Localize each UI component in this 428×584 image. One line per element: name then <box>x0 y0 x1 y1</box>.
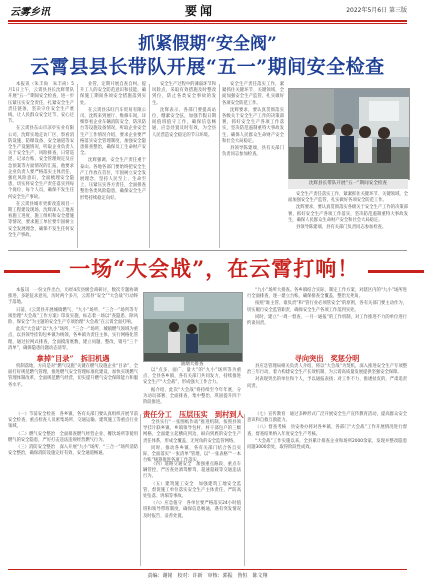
paragraph: 业管，定期开展自查自纠，提升工人的安全防范意识和技能，确保施工期间各项安全措施落到实处。 <box>80 82 146 106</box>
paragraph: 沈辉要求，要认真贯彻落实各级关于安全生产工作的决策部署，抓好安全生产各项工作落实，坚决防范遏制重特大事故发生，确保人民群众生命财产安全和社会大局稳定。 <box>222 107 284 144</box>
paragraph: “大会战”工作实施以来，全县累计排查企业和场所2000余家，发现并整改隐患问题3000余处，取得阶段性成效。 <box>247 438 407 451</box>
paragraph: 机制落地，方向是对“燃气设施”关键在燃气设施企业“目录”，全面打好规范燃气管理，推进燃气安全管理标准化建设，加快实现燃气管理体制改革，全面规范燃气经营，切实提升燃气安全保障能力和服务水平。 <box>8 364 138 388</box>
story2-right-column <box>247 288 407 352</box>
paragraph: （三）消防安全整治 深入开展“九小”场所、“三合一”场所消防安全整治，确保消防设施完好有效，安全通道畅通。 <box>8 445 138 457</box>
paragraph: 安全生产责任落实工作，紧紧抓住关键环节、关键领域，全面加强安全生产监管，扎实做好各项安全防范工作。 <box>288 192 408 204</box>
story2-subhead-b-body <box>143 420 241 464</box>
story-divider <box>8 250 407 251</box>
story1-column-2 <box>80 82 146 250</box>
paragraph: 县领导陈建端、县有关部门负责同志参加检查。 <box>296 225 387 231</box>
paragraph: 日前，《云霄县开展城镇燃气、“九小”场所、“三合一”场所等专项治理“大会战”工作方案》印发实施，标志着一场以“查隐患、除风险、保安全”为主题的安全生产专项治理“大会战”在云霄全面打响。 <box>8 307 138 326</box>
paragraph: 全县实行“一张图纸作战”推进机制，按照县领导挂片联乡镇、乡镇领导包村、村干部包户的三级网格，全面建立起横向到边、纵向到底的安全生产责任体系，形成全覆盖、无死角的安全监管网络。 <box>143 420 241 444</box>
story1-column-1 <box>8 82 74 250</box>
story2-subhead-b: 责任分工 压层压实 到村到人 <box>143 410 244 419</box>
paragraph: 沈辉表示，各部门要提高站位，绷紧安全弦，加强节假日期间值班值守工作，确保信息畅通、应急处置及时有效，为全县人民营造安全稳定的节日环境。 <box>152 107 216 138</box>
story2-subhead-c: 寻向突出 奖惩分明 <box>294 354 360 363</box>
masthead-rule-thin <box>8 23 407 24</box>
story1-column-3 <box>152 82 216 250</box>
column-divider <box>244 414 245 566</box>
column-divider <box>140 414 141 566</box>
paragraph: 县领导陈建端、县有关部门负责同志参加检查。 <box>222 146 284 158</box>
footer-rule <box>8 569 407 570</box>
paragraph: 在云霄县乐旺汽车贸易有限公司，沈辉来到展厅、维修车间，详细察看企业车辆消防安全、防汛防台等设施设备情况，听取企业安全生产工作情况介绍，要求企业要严格落实安全管理制度，加强安全隐患排查整治，确保员工生命财产安全。 <box>80 107 146 157</box>
paragraph: 同时，推动各乡镇、各有关部门结合各自实际，全面落实“一张清单”管理，以“一张表格”“一本台账”统筹推进各项工作落实。 <box>143 445 241 464</box>
paragraph: 据介绍，此次“大会战”将持续至今年年底，分为动员部署、全面排查、集中整治、巩固提升四个阶段推进。 <box>143 387 241 406</box>
paragraph: 沈辉要求，要认真贯彻落实各级关于安全生产工作的决策部署，抓好安全生产各项工作落实，坚决防范遏制重特大事故发生，确保人民群众生命财产安全和社会大局稳定。 <box>288 205 408 223</box>
paragraph: （四）道路交通安全 加强重点路段、重点车辆管控，严厉查处酒驾醉驾、超速超载等交通违法行为。 <box>143 462 241 480</box>
paragraph: （二）燃气安全整治 全面排查燃气经营企业、餐饮场所等使用燃气的安全隐患，严厉打击违法违规经营燃气行为。 <box>8 431 138 443</box>
paragraph: （一）节前安全检查 各乡镇、各有关部门要认真组织开展节前安全检查，重点检查人员密集场所、交通运输、建筑施工等重点行业领域。 <box>8 412 138 430</box>
story2-subhead-a: 拿掉“目录” 拆旧机遇 <box>36 354 110 363</box>
headline-dash-right <box>368 270 424 273</box>
story2-subhead-a-body <box>8 364 138 408</box>
paragraph: 在云霄县城市更新改造项目一期工程建设现场，沈辉深入工地查看施工进度、施工组织和安全措施等情况，要求施工单位要牢固树立安全发展理念，确保不发生任何安全生产事故。 <box>8 201 74 238</box>
story1-column-4 <box>222 82 284 250</box>
paragraph: （六）应急值守 各单位要严格落实24小时值班和领导带班制度，确保信息畅通，遇有突发情况及时报告、妥善处置。 <box>143 501 241 519</box>
paragraph: 对表现突出的单位和个人，予以通报表扬；对工作不力、推诿扯皮的，严肃追责问责。 <box>247 377 407 389</box>
dateline: 2022年5月6日 第三版 <box>346 7 407 14</box>
story1-kicker: 抓紧假期“安全阀” <box>138 34 277 54</box>
story2-lower-middle <box>143 462 241 568</box>
paragraph: （八）督查考核 县安委办将对各乡镇、各部门“大会战”工作开展情况进行督查，督查结果纳入年度安全生产考核。 <box>247 425 407 437</box>
paragraph: 安全生产责任落实工作，紧紧抓住关键环节、关键领域，全面加强安全生产监管，扎实做好各项安全防范工作。 <box>222 82 284 106</box>
column-divider <box>149 84 150 248</box>
story1-column-5 <box>288 192 408 250</box>
headline-dash-left <box>4 270 60 273</box>
story2-middle-column <box>143 368 241 408</box>
story1-headline: 云霄县县长带队开展“五一”期间安全检查 <box>30 56 385 78</box>
story2-headline-row <box>0 253 415 283</box>
footer-credits: 责编：谢铭 校对：许新 审核：郭振 鲁恒 陈文翔 <box>147 573 268 579</box>
paragraph: 安全生产过程中的薄弱环节和风险点，采取有效措施及时整改到位，防止各类安全事故的发生。 <box>152 82 216 106</box>
story2-lower-right <box>247 412 407 568</box>
story2-lower-left <box>8 412 138 568</box>
paragraph: 按照“谁主管、谁负责”和“管行业必须管安全”的原则，各有关部门要主动作为，切实履行安全监管职责，确保安全生产各项工作落到实处。 <box>247 301 407 313</box>
paragraph: 同时，建立“一周一督查、一月一通报”的工作机制，对工作推进不力的单位进行约谈问责。 <box>247 314 407 327</box>
gas-inspection-photo-caption: 油烟大排查 <box>180 362 204 367</box>
masthead-rule <box>8 20 407 22</box>
paragraph: 本报讯（朱丰尚 朱丰尚）5月1日上午，云霄县县长沈辉带队开展“五一”期间安全检查，进一步压紧压实安全责任，扎紧安全生产责任链条，坚决守住安全生产底线，让人民群众安全过节、安心过节。 <box>8 82 74 125</box>
section-title: 要闻 <box>185 4 216 18</box>
paragraph: 以“点多、面广、量大”的“九小”场所等为重点，全县各乡镇、各有关部门共同发力，持续推进安全生产“大会战”，形成强大工作合力。 <box>143 368 241 386</box>
paragraph: （七）宣传教育 通过多种形式广泛开展安全生产宣传教育活动，提高群众安全意识和自救互救能力。 <box>247 412 407 424</box>
story2-subhead-c-body <box>247 364 407 408</box>
story2-lead-column <box>8 288 138 352</box>
paragraph: 本报讯 一份文件出台，历经4次县级会商研讨，数次专题协调推进，多轮征求意见，历时两个多月，云霄县“安全”“大会战”行动终于落地。 <box>8 288 138 306</box>
story2-headline: 一场“大会战”，在云霄打响！ <box>69 256 360 281</box>
paragraph: 此次“大会战”以“九小”场所、“三合一”场所、城镇燃气领域为重点，以县领导挂钩包乡镇为统领，各乡镇为责任主体，实行网格化管理，通过拉网式排查，全面摸清底数，建立问题、整改、销号“三个清单”，确保隐患问题动态清零。 <box>8 327 138 351</box>
paragraph: （五）建筑施工安全 加强建筑工地安全监管，督促施工单位落实安全生产主体责任，严防高处坠落、坍塌等事故。 <box>143 481 241 500</box>
paragraph: 沈辉强调，安全生产责任重于泰山。各地各部门要始终把安全生产工作放在首位，牢固树立安全发展理念，坚持人民至上、生命至上，压紧压实各方责任，全面排查整治各类风险隐患，确保安全生产形势持续稳定向好。 <box>80 158 146 201</box>
paragraph: 县应急管理局相关负责人介绍，将以“大会战”为契机，深入推进安全生产专项整治三年行动，着力构建安全生产长效机制，为云霄高质量发展提供坚强安全保障。 <box>247 364 407 376</box>
masthead <box>0 0 415 20</box>
paragraph: “九小”场所大排查。各乡镇结合实际，制定工作方案，对辖区内的“九小”场所进行全面排查，逐一建立台账，确保排查全覆盖、整治无死角。 <box>247 288 407 300</box>
inspection-photo <box>288 88 410 180</box>
column-divider <box>219 84 220 248</box>
gas-inspection-photo <box>143 292 243 362</box>
paragraph: 在云霄县东山市凉亭实业有限公司，沈辉实地走访厂区，察看消防设施、防爆设备、安全通道等安全生产设施情况，听取企业负责人关于安全生产、风险排查、日常巡逻、记录台账、安全管理规定及应急预案等方面情况的汇报，他要求企业负责人要严格落实主体责任、强化风险意识，全面梳理安全隐患，切实将安全生产责任落实到每个岗位、每个人员，确保不发生任何安全生产事故。 <box>8 126 74 200</box>
inspection-photo-caption: 沈辉县长带队开展“五一”期间安全检查 <box>288 179 408 189</box>
column-divider <box>77 84 78 248</box>
masthead-brand: 云雾乡讯 <box>10 7 50 18</box>
